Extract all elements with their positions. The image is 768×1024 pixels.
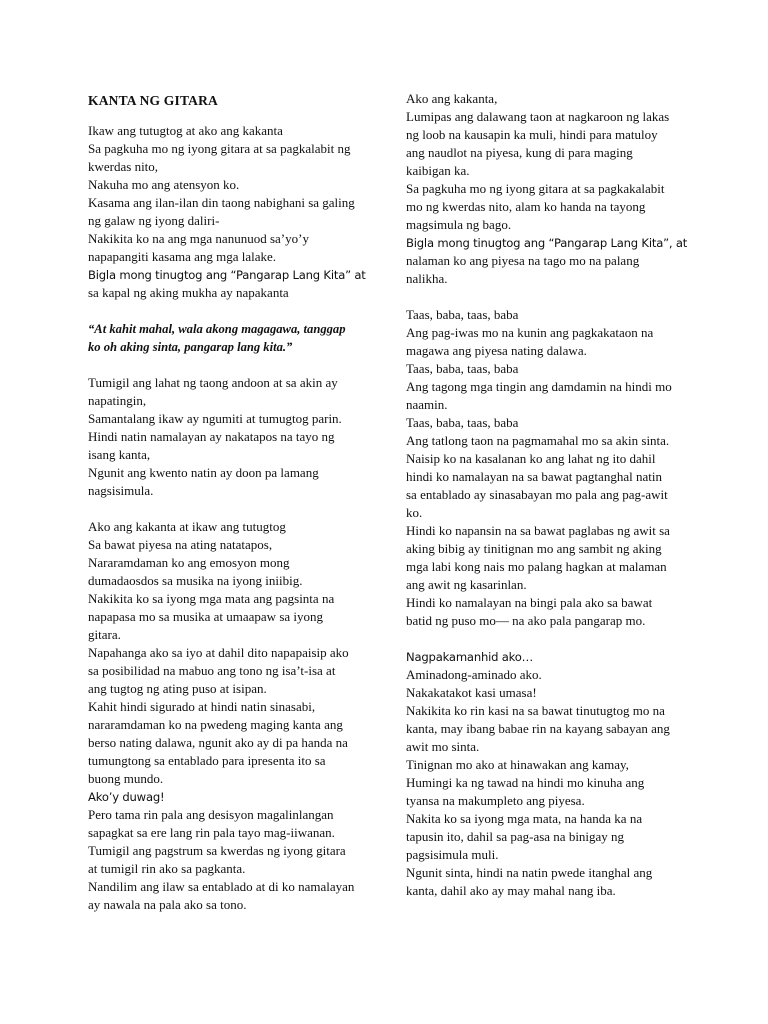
text-line: Hindi ko napansin na sa bawat paglabas ng awit sa: [406, 523, 670, 538]
text-line: magsimula ng bago.: [406, 217, 512, 232]
stanza-5: [406, 306, 696, 630]
text-line: Samantalang ikaw ay ngumiti at tumugtog parin.: [88, 411, 342, 426]
text-line: Nakakatakot kasi umasa!: [406, 685, 537, 700]
text-line: Ikaw ang tutugtog at ako ang kakanta: [88, 123, 283, 138]
text-line: Tinignan mo ako at hinawakan ang kamay,: [406, 757, 629, 772]
text-line: tumungtong sa entablado para ipresenta ito sa: [88, 753, 326, 768]
text-line: awit mo sinta.: [406, 739, 480, 754]
text-line: hindi ko namalayan na sa bawat pagtanghal natin: [406, 469, 662, 484]
text-line: Napahanga ako sa iyo at dahil dito napapaisip ako: [88, 645, 349, 660]
text-line: ng galaw ng iyong daliri-: [88, 213, 220, 228]
text-line: Hindi natin namalayan ay nakatapos na tayo ng: [88, 429, 335, 444]
text-line: tapusin ito, dahil sa pag-asa na binigay ng: [406, 829, 625, 844]
left-column: [88, 90, 370, 914]
stanza-2: [88, 374, 370, 500]
text-line: ay nawala na pala ako sa tono.: [88, 897, 247, 912]
text-line: berso nating dalawa, ngunit ako ay di pa handa na: [88, 735, 348, 750]
text-line: Lumipas ang dalawang taon at nagkaroon ng lakas: [406, 109, 670, 124]
text-line: Nakikita ko rin kasi na sa bawat tinutugtog mo na: [406, 703, 665, 718]
song-quote: [88, 320, 370, 356]
text-line: nagsisimula.: [88, 483, 154, 498]
text-line: Pero tama rin pala ang desisyon magalinlangan: [88, 807, 334, 822]
text-line: Ako’y duwag!: [88, 790, 165, 804]
text-line: Aminadong-aminado ako.: [406, 667, 542, 682]
text-line: sa kapal ng aking mukha ay napakanta: [88, 285, 289, 300]
text-line: Sa bawat piyesa na ating natatapos,: [88, 537, 273, 552]
text-line: napapangiti kasama ang mga lalake.: [88, 249, 277, 264]
text-line: Sa pagkuha mo ng iyong gitara at sa pagkalabit ng: [88, 141, 351, 156]
text-line: nalikha.: [406, 271, 448, 286]
text-line: Ang tagong mga tingin ang damdamin na hindi mo: [406, 379, 672, 394]
text-line: napatingin,: [88, 393, 147, 408]
text-line: gitara.: [88, 627, 121, 642]
text-line: ang tugtog ng ating puso at isipan.: [88, 681, 267, 696]
text-line: Nakita ko sa iyong mga mata, na handa ka na: [406, 811, 643, 826]
text-line: Nakikita ko na ang mga nanunuod sa’yo’y: [88, 231, 309, 246]
text-line: Kahit hindi sigurado at hindi natin sinasabi,: [88, 699, 316, 714]
text-line: buong mundo.: [88, 771, 164, 786]
text-line: dumadaosdos sa musika na iyong iniibig.: [88, 573, 303, 588]
text-line: ng loob na kausapin ka muli, hindi para matuloy: [406, 127, 658, 142]
text-line: ang naudlot na piyesa, kung di para maging: [406, 145, 633, 160]
text-line: Nararamdaman ko ang emosyon mong: [88, 555, 290, 570]
stanza-1: [88, 122, 370, 302]
text-line: Taas, baba, taas, baba: [406, 415, 519, 430]
text-line: kaibigan ka.: [406, 163, 470, 178]
text-line: tyansa na makumpleto ang piyesa.: [406, 793, 585, 808]
text-line: ang awit ng kasarinlan.: [406, 577, 527, 592]
text-line: kwerdas nito,: [88, 159, 159, 174]
text-line: magawa ang piyesa nating dalawa.: [406, 343, 587, 358]
text-line: Kasama ang ilan-ilan din taong nabighani sa galing: [88, 195, 355, 210]
text-line: Bigla mong tinugtog ang “Pangarap Lang Kita” at: [88, 268, 366, 282]
text-line: mo ng kwerdas nito, alam ko handa na tayong: [406, 199, 646, 214]
stanza-6: [406, 648, 696, 900]
text-line: Ngunit sinta, hindi na natin pwede itanghal ang: [406, 865, 653, 880]
text-line: mga labi kong nais mo palang hagkan at malaman: [406, 559, 667, 574]
text-line: Ang pag-iwas mo na kunin ang pagkakataon na: [406, 325, 654, 340]
text-line: Sa pagkuha mo ng iyong gitara at sa pagkakalabit: [406, 181, 665, 196]
text-line: Tumigil ang pagstrum sa kwerdas ng iyong gitara: [88, 843, 346, 858]
right-column: [406, 90, 696, 900]
stanza-4: [406, 90, 696, 288]
text-line: Naisip ko na kasalanan ko ang lahat ng ito dahil: [406, 451, 656, 466]
text-line: Bigla mong tinugtog ang “Pangarap Lang Kita”, at: [406, 236, 688, 250]
text-line: Ngunit ang kwento natin ay doon pa lamang: [88, 465, 319, 480]
text-line: isang kanta,: [88, 447, 151, 462]
text-line: sa entablado ay sinasabayan mo pala ang pag-awit: [406, 487, 668, 502]
quote-line: ko oh aking sinta, pangarap lang kita.”: [88, 340, 293, 354]
text-line: Hindi ko namalayan na bingi pala ako sa bawat: [406, 595, 653, 610]
text-line: naamin.: [406, 397, 448, 412]
text-line: kanta, may ibang babae rin na kayang sabayan ang: [406, 721, 670, 736]
text-line: sa posibilidad na mabuo ang tono ng isa’t-isa at: [88, 663, 336, 678]
text-line: nalaman ko ang piyesa na tago mo na palang: [406, 253, 640, 268]
text-line: aking bibig ay tinitignan mo ang sambit ng aking: [406, 541, 662, 556]
text-line: Nagpakamanhid ako…: [406, 650, 534, 664]
stanza-3: [88, 518, 370, 914]
text-line: Nakikita ko sa iyong mga mata ang pagsinta na: [88, 591, 335, 606]
text-line: Ako ang kakanta at ikaw ang tutugtog: [88, 519, 286, 534]
text-line: ko.: [406, 505, 423, 520]
text-line: sapagkat sa ere lang rin pala tayo mag-iiwanan.: [88, 825, 335, 840]
text-line: Tumigil ang lahat ng taong andoon at sa akin ay: [88, 375, 338, 390]
text-line: at tumigil rin ako sa pagkanta.: [88, 861, 246, 876]
text-line: napapasa mo sa musika at umaapaw sa iyong: [88, 609, 324, 624]
text-line: Humingi ka ng tawad na hindi mo kinuha ang: [406, 775, 645, 790]
text-line: Ang tatlong taon na pagmamahal mo sa akin sinta.: [406, 433, 670, 448]
quote-line: “At kahit mahal, wala akong magagawa, tanggap: [88, 322, 346, 336]
text-line: batid ng puso mo— na ako pala pangarap mo.: [406, 613, 646, 628]
text-line: nararamdaman ko na pwedeng maging kanta ang: [88, 717, 343, 732]
text-line: Taas, baba, taas, baba: [406, 307, 519, 322]
text-line: kanta, dahil ako ay may mahal nang iba.: [406, 883, 616, 898]
text-line: Nakuha mo ang atensyon ko.: [88, 177, 240, 192]
text-line: pagsisimula muli.: [406, 847, 499, 862]
text-line: Nandilim ang ilaw sa entablado at di ko namalayan: [88, 879, 355, 894]
text-line: Ako ang kakanta,: [406, 91, 498, 106]
document-title: KANTA NG GITARA: [88, 93, 219, 108]
text-line: Taas, baba, taas, baba: [406, 361, 519, 376]
